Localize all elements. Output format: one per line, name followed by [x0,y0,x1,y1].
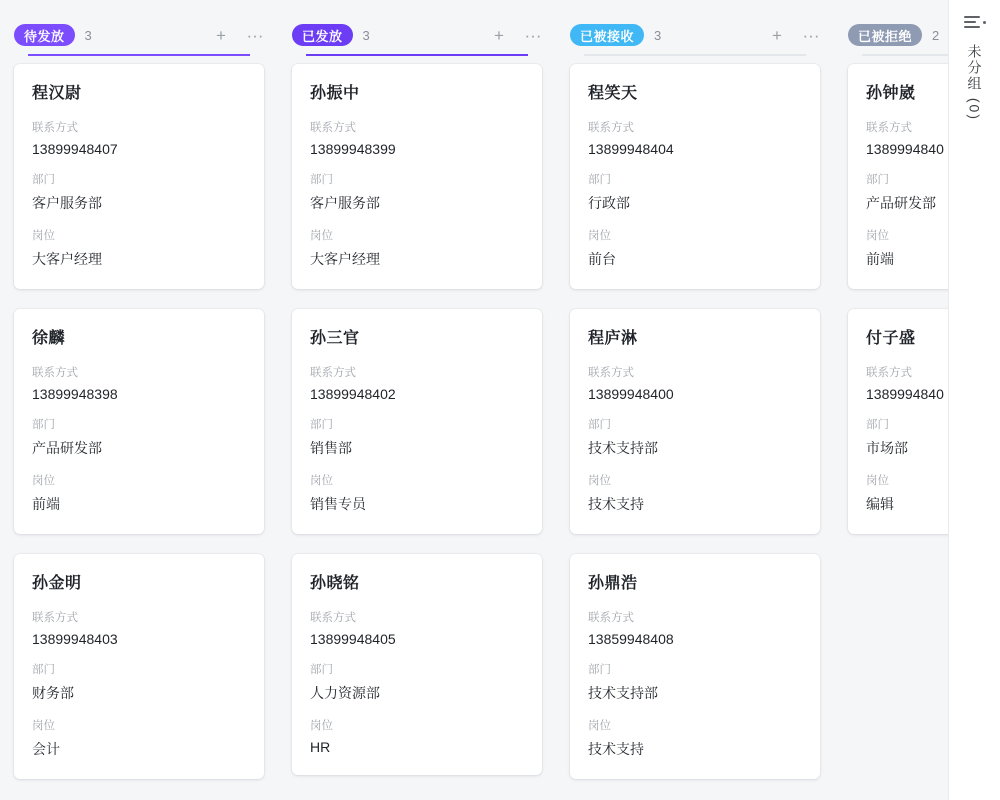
field-label: 联系方式 [32,122,78,134]
field-value: 13899948403 [32,631,118,647]
card-list-pending [14,56,264,779]
card-field [310,609,524,647]
kanban-card[interactable] [14,64,264,289]
card-field [310,717,524,755]
card-list-rejected [848,56,948,534]
card-title: 孙金明 [32,575,82,592]
field-label: 岗位 [866,475,889,487]
field-value: 技术支持 [588,741,644,757]
column-header-rejected [848,0,948,56]
column-header-accepted [570,0,820,56]
hamburger-icon [964,16,980,28]
card-field [588,416,802,458]
kanban-card[interactable] [292,64,542,289]
field-value: 1389994840 [866,386,944,402]
column-status-chip: 待发放 [14,24,75,46]
card-field [310,472,524,514]
field-label: 部门 [588,419,611,431]
card-field [32,364,246,402]
field-label: 部门 [310,664,333,676]
card-field [310,227,524,269]
plus-icon[interactable]: + [772,25,782,45]
field-label: 部门 [588,664,611,676]
field-value: 13899948398 [32,386,118,402]
column-underline [28,54,250,56]
field-value: 财务部 [32,685,74,701]
card-field [32,227,246,269]
card-field [588,171,802,213]
field-label: 联系方式 [310,367,356,379]
card-field [32,717,246,759]
field-label: 岗位 [588,475,611,487]
card-field [866,364,948,402]
field-label: 部门 [866,174,889,186]
column-underline [584,54,806,56]
column-underline [862,54,948,56]
card-title: 孙三官 [310,330,360,347]
card-field [32,661,246,703]
more-icon[interactable]: ··· [802,25,820,45]
dot-icon [983,21,986,24]
card-field [310,416,524,458]
card-title: 程庐淋 [588,330,638,347]
kanban-card[interactable] [570,309,820,534]
kanban-card[interactable] [570,554,820,779]
field-value: 销售专员 [310,496,366,512]
card-field [310,364,524,402]
card-field [866,472,948,514]
column-status-chip: 已发放 [292,24,353,46]
kanban-card[interactable] [292,554,542,775]
more-icon[interactable]: ··· [246,25,264,45]
field-value: 产品研发部 [866,195,936,211]
card-field [866,416,948,458]
card-field [32,119,246,157]
field-value: 13899948402 [310,386,396,402]
field-value: 产品研发部 [32,440,102,456]
field-label: 部门 [310,419,333,431]
card-list-accepted [570,56,820,779]
card-field [866,227,948,269]
field-value: 销售部 [310,440,352,456]
field-value: 技术支持 [588,496,644,512]
card-field [310,119,524,157]
card-field [32,171,246,213]
column-count: 2 [932,27,940,43]
card-title: 程笑天 [588,85,638,102]
field-label: 部门 [866,419,889,431]
column-status-chip: 已被接收 [570,24,644,46]
field-label: 联系方式 [588,122,634,134]
card-field [310,661,524,703]
card-field [32,472,246,514]
column-count: 3 [84,27,92,43]
field-label: 岗位 [310,230,333,242]
field-value: 会计 [32,741,60,757]
plus-icon[interactable]: + [494,25,504,45]
field-value: 客户服务部 [310,195,380,211]
field-label: 部门 [588,174,611,186]
field-value: 技术支持部 [588,440,658,456]
list-menu-icon[interactable] [964,16,986,28]
field-label: 部门 [32,174,55,186]
card-title: 徐麟 [32,330,66,347]
field-value: 13899948404 [588,141,674,157]
more-icon[interactable]: ··· [524,25,542,45]
card-title: 孙鼎浩 [588,575,638,592]
field-label: 联系方式 [866,367,912,379]
kanban-column-issued [278,0,556,800]
card-field [588,364,802,402]
card-title: 付子盛 [866,330,916,347]
kanban-card[interactable] [848,64,948,289]
field-label: 岗位 [32,230,55,242]
field-value: 客户服务部 [32,195,102,211]
column-count: 3 [362,27,370,43]
field-value: 13899948399 [310,141,396,157]
card-field [588,661,802,703]
column-header-pending [14,0,264,56]
field-label: 联系方式 [310,122,356,134]
column-header-actions [768,26,820,44]
field-label: 岗位 [310,475,333,487]
card-title: 孙晓铭 [310,575,360,592]
field-label: 联系方式 [310,612,356,624]
card-field [866,171,948,213]
column-underline [306,54,528,56]
field-value: 人力资源部 [310,685,380,701]
field-value: 13859948408 [588,631,674,647]
field-label: 联系方式 [866,122,912,134]
kanban-card[interactable] [848,309,948,534]
card-field [588,119,802,157]
column-header-issued [292,0,542,56]
card-field [588,717,802,759]
card-list-issued [292,56,542,775]
field-label: 联系方式 [588,612,634,624]
field-value: 13899948407 [32,141,118,157]
field-label: 岗位 [588,230,611,242]
field-value: 编辑 [866,496,894,512]
right-rail [948,0,1000,800]
field-value: 技术支持部 [588,685,658,701]
field-label: 联系方式 [32,367,78,379]
kanban-card[interactable] [14,309,264,534]
field-value: HR [310,739,331,755]
field-value: 前端 [866,251,894,267]
field-label: 岗位 [310,720,333,732]
field-label: 联系方式 [588,367,634,379]
card-field [588,227,802,269]
ungrouped-label: 未分组 (0) [966,44,983,121]
kanban-card[interactable] [570,64,820,289]
field-value: 前台 [588,251,616,267]
card-field [310,171,524,213]
card-field [32,416,246,458]
kanban-card[interactable] [292,309,542,534]
field-value: 大客户经理 [32,251,102,267]
field-label: 岗位 [32,720,55,732]
field-label: 部门 [310,174,333,186]
card-field [588,472,802,514]
column-header-actions [490,26,542,44]
field-value: 市场部 [866,440,908,456]
kanban-card[interactable] [14,554,264,779]
field-value: 13899948400 [588,386,674,402]
field-label: 岗位 [588,720,611,732]
field-value: 前端 [32,496,60,512]
card-title: 程汉尉 [32,85,82,102]
kanban-column-rejected [834,0,948,800]
plus-icon[interactable]: + [216,25,226,45]
field-value: 大客户经理 [310,251,380,267]
column-header-actions [212,26,264,44]
field-value: 1389994840 [866,141,944,157]
card-field [866,119,948,157]
field-value: 行政部 [588,195,630,211]
card-field [32,609,246,647]
kanban-column-pending [0,0,278,800]
field-value: 13899948405 [310,631,396,647]
field-label: 部门 [32,664,55,676]
card-title: 孙振中 [310,85,360,102]
field-label: 岗位 [866,230,889,242]
card-title: 孙钟崴 [866,85,916,102]
field-label: 联系方式 [32,612,78,624]
column-status-chip: 已被拒绝 [848,24,922,46]
card-field [588,609,802,647]
column-count: 3 [654,27,662,43]
kanban-column-accepted [556,0,834,800]
field-label: 岗位 [32,475,55,487]
field-label: 部门 [32,419,55,431]
